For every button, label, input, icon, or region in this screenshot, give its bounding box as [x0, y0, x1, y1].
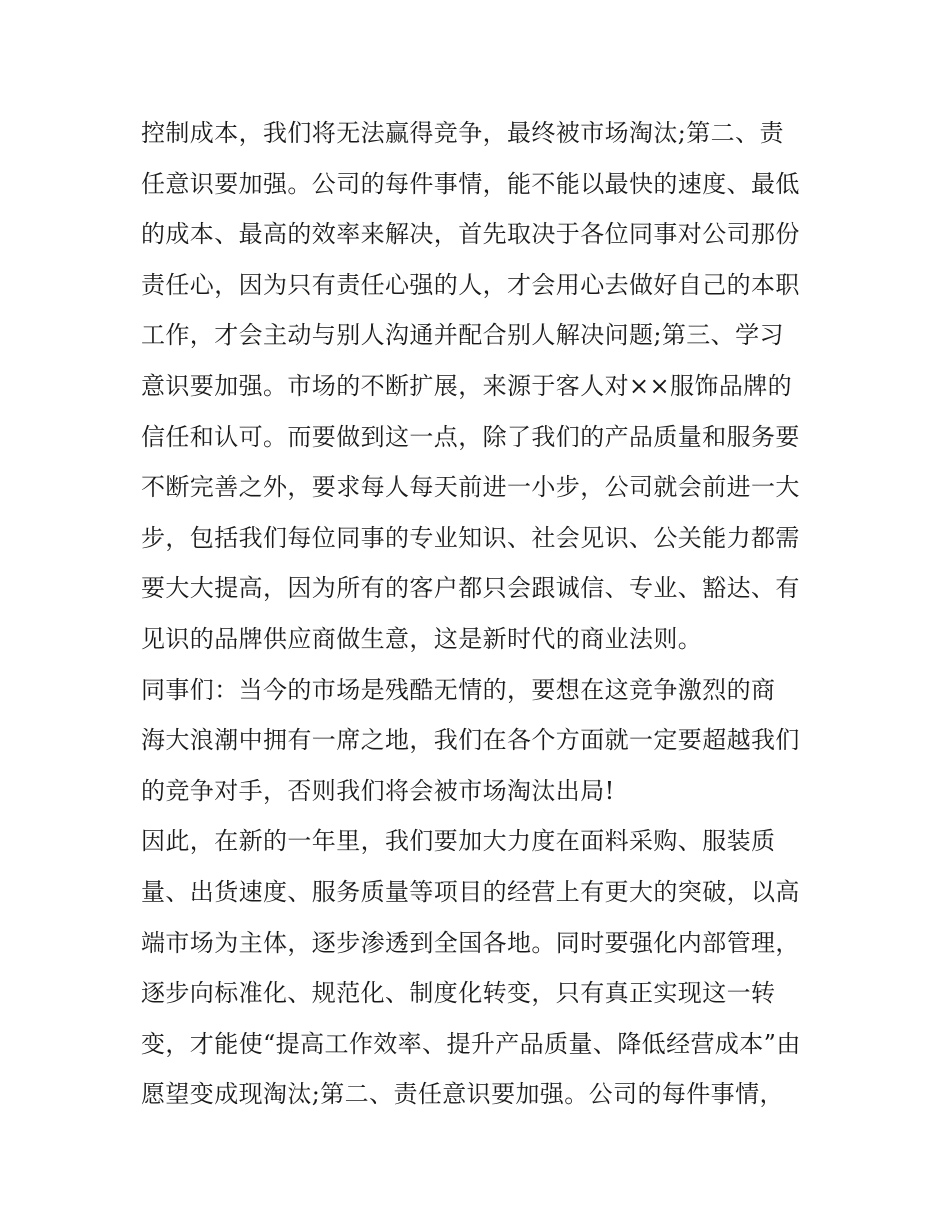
text-line: 控制成本，我们将无法赢得竞争，最终被市场淘汰;第二、责 [141, 119, 784, 147]
text-line: 责任心，因为只有责任心强的人，才会用心去做好自己的本职 [141, 270, 800, 299]
text-line: 量、出货速度、服务质量等项目的经营上有更大的突破，以高 [141, 877, 800, 906]
text-line: 变，才能使“提高工作效率、提升产品质量、降低经营成本”由 [141, 1029, 801, 1058]
text-line: 的成本、最高的效率来解决，首先取决于各位同事对公司那份 [141, 220, 800, 249]
text-line: 同事们：当今的市场是残酷无情的，要想在这竞争激烈的商 [141, 675, 776, 704]
text-line: 海大浪潮中拥有一席之地，我们在各个方面就一定要超越我们 [141, 726, 800, 755]
text-line: 愿望变成现淘汰;第二、责任意识要加强。公司的每件事情， [141, 1080, 784, 1109]
body-text [141, 108, 831, 1120]
text-line: 不断完善之外，要求每人每天前进一小步，公司就会前进一大 [141, 473, 800, 502]
text-line: 的竞争对手，否则我们将会被市场淘汰出局! [141, 776, 615, 805]
text-line: 意识要加强。市场的不断扩展，来源于客人对××服饰品牌的 [141, 371, 793, 400]
text-line: 步，包括我们每位同事的专业知识、社会见识、公关能力都需 [141, 523, 800, 552]
text-line: 见识的品牌供应商做生意，这是新时代的商业法则。 [141, 624, 703, 653]
text-line: 信任和认可。而要做到这一点，除了我们的产品质量和服务要 [141, 422, 800, 451]
text-line: 因此，在新的一年里，我们要加大力度在面料采购、服装质 [141, 827, 776, 856]
text-line: 逐步向标准化、规范化、制度化转变，只有真正实现这一转 [141, 979, 776, 1008]
text-line: 工作，才会主动与别人沟通并配合别人解决问题;第三、学习 [141, 321, 784, 350]
text-line: 任意识要加强。公司的每件事情，能不能以最快的速度、最低 [141, 169, 800, 198]
text-line: 要大大提高，因为所有的客户都只会跟诚信、专业、豁达、有 [141, 574, 800, 603]
text-line: 端市场为主体，逐步渗透到全国各地。同时要强化内部管理， [141, 928, 800, 957]
